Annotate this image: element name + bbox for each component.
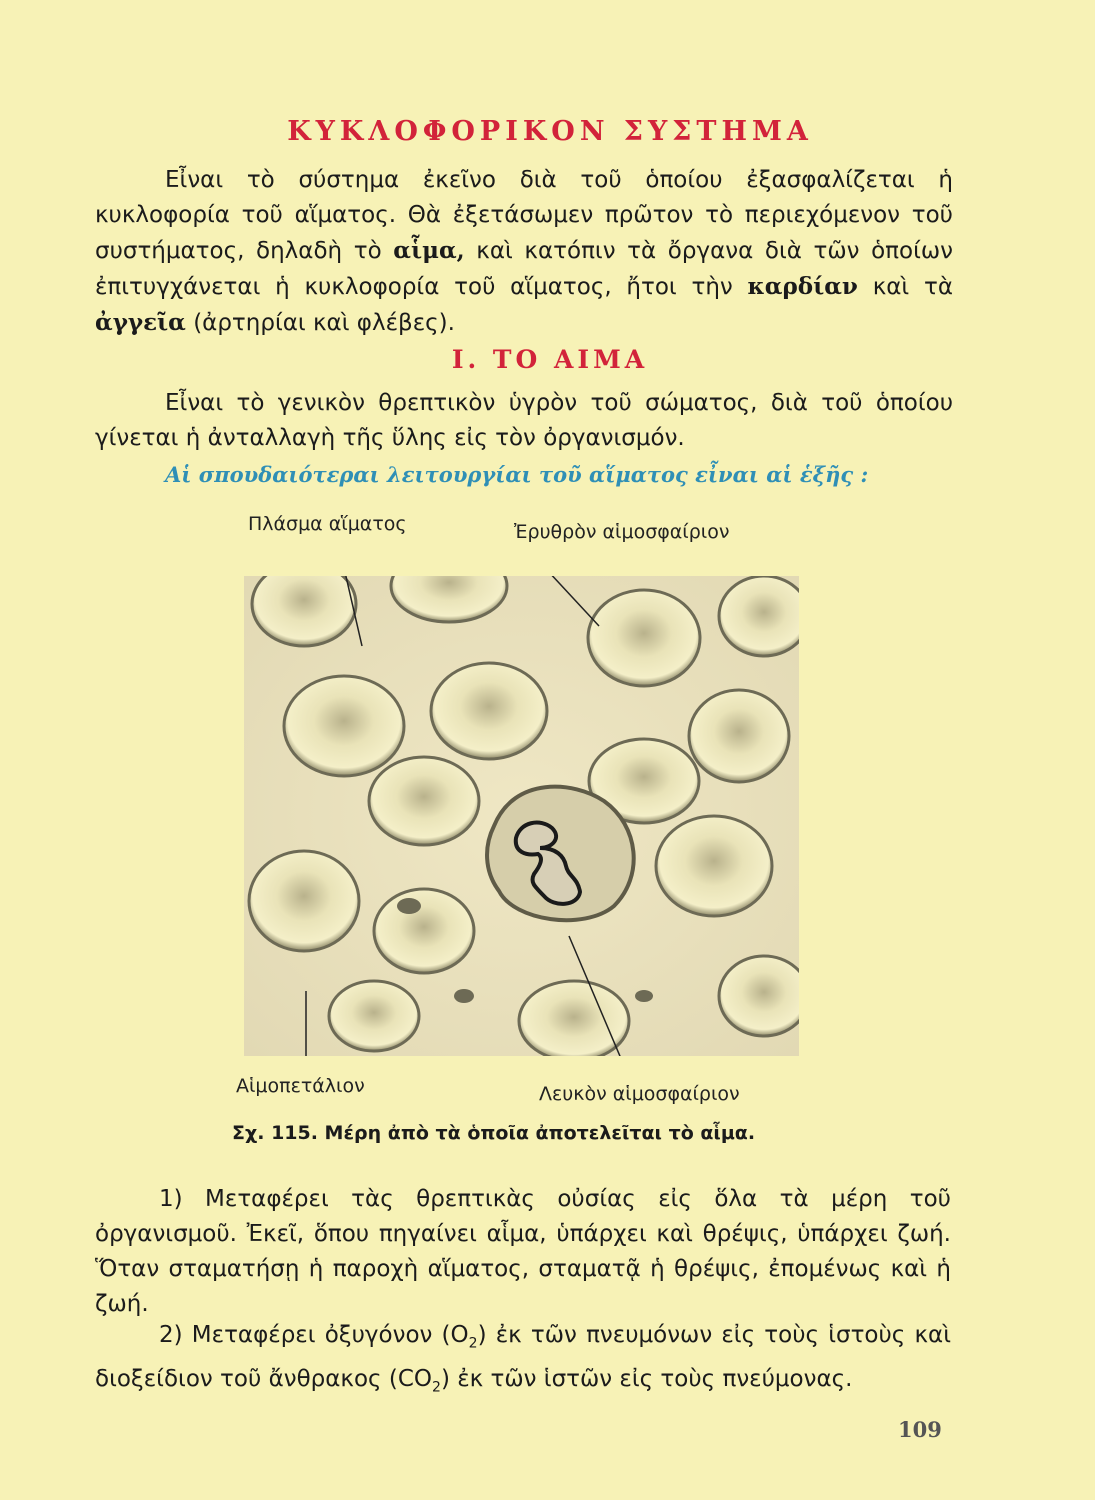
label-platelet: Αἱμοπετάλιον <box>236 1075 365 1097</box>
page-number: 109 <box>898 1417 942 1442</box>
term-heart: καρδίαν <box>747 273 858 300</box>
definition-paragraph: Εἶναι τὸ γενικὸν θρεπτικὸν ὑγρὸν τοῦ σώματος, διὰ τοῦ ὁποίου γίνεται ἡ ἀνταλλαγὴ τῆς ὕλης εἰς τὸν ὀργανισμόν. <box>95 390 953 451</box>
functions-subheading: Αἱ σπουδαιότεραι λειτουργίαι τοῦ αἵματος εἶναι αἱ ἑξῆς : <box>165 462 869 487</box>
label-leukocyte: Λευκὸν αἱμοσφαίριον <box>539 1083 740 1105</box>
term-blood: αἷμα, <box>393 237 465 264</box>
figure-caption: Σχ. 115. Μέρη ἀπὸ τὰ ὁποῖα ἀποτελεῖται τὸ αἷμα. <box>232 1122 756 1144</box>
intro-paragraph: Εἶναι τὸ σύστημα ἐκεῖνο διὰ τοῦ ὁποίου ἐξασφαλίζεται ἡ κυκλοφορία τοῦ αἵματος. Θὰ ἐξετάσωμεν πρῶτον τὸ περιεχόμενον τοῦ συστήματος, δηλαδὴ τὸ αἷμα, καὶ κατόπιν τὰ ὄργανα διὰ τῶν ὁποίων ἐπιτυγχάνεται ἡ κυκλοφορία τοῦ αἵματος, ἤτοι τὴν καρδίαν καὶ τὰ ἀγγεῖα (ἀρτηρίαι καὶ φλέβες). <box>95 167 953 336</box>
function-item-1: 1) Μεταφέρει τὰς θρεπτικὰς οὐσίας εἰς ὅλα τὰ μέρη τοῦ ὀργανισμοῦ. Ἐκεῖ, ὅπου πηγαίνει αἷμα, ὑπάρχει καὶ θρέψις, ὑπάρχει ζωή. Ὅταν σταματήσῃ ἡ παροχὴ αἵματος, σταματᾷ ἡ θρέψις, ἐπομένως καὶ ἡ ζωή. <box>95 1186 951 1317</box>
term-vessels: ἀγγεῖα <box>95 309 186 336</box>
blood-cells-figure <box>244 576 799 1056</box>
label-erythrocyte: Ἐρυθρὸν αἱμοσφαίριον <box>514 521 730 543</box>
function-item-2: 2) Μεταφέρει ὀξυγόνον $(O_2)$ ἐκ τῶν πνευμόνων εἰς τοὺς ἱστοὺς καὶ διοξείδιον τοῦ ἄνθρακος $(CO_2)$ ἐκ τῶν ἱστῶν εἰς τοὺς πνεύμονας. <box>95 1322 951 1396</box>
white-blood-cell <box>487 787 634 920</box>
label-plasma: Πλάσμα αἵματος <box>248 513 407 535</box>
section-title: Ι. ΤΟ ΑΙΜΑ <box>451 345 649 374</box>
chapter-title: ΚΥΚΛΟΦΟΡΙΚΟΝ ΣΥΣΤΗΜΑ <box>287 116 813 147</box>
